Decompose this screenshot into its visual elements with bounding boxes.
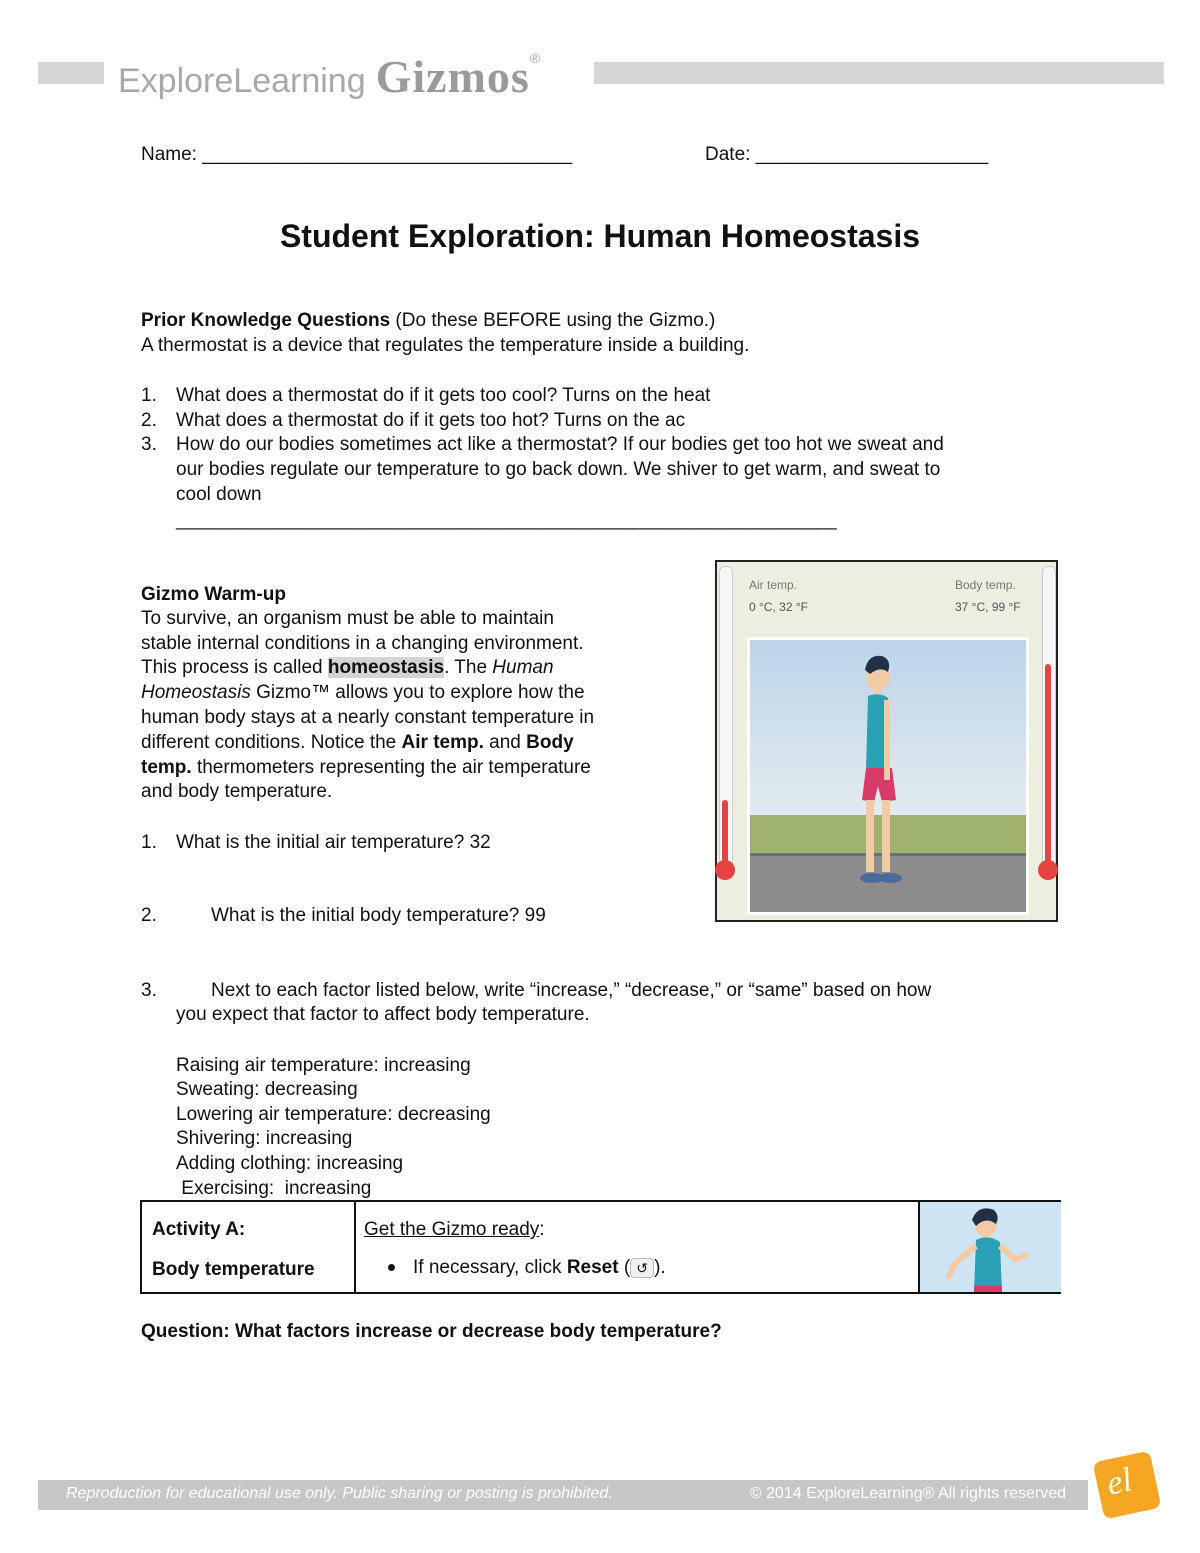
factor-item: Adding clothing: increasing (176, 1153, 404, 1174)
date-field[interactable]: ______________________ (755, 144, 989, 165)
homeostasis-term: homeostasis (327, 657, 445, 678)
warmup-text-7: temp. thermometers representing the air temperature (141, 757, 591, 778)
factor-item: Sweating: decreasing (176, 1079, 358, 1100)
prior-q3-line2: our bodies regulate our temperature to go back down. We shiver to get warm, and sweat to (176, 459, 941, 480)
prior-q1: 1. What does a thermostat do if it gets too cool? Turns on the heat (141, 385, 711, 406)
footer-disclaimer: Reproduction for educational use only. Public sharing or posting is prohibited. (66, 1485, 613, 1502)
factor-item: Raising air temperature: increasing (176, 1055, 471, 1076)
brand-logo: ExploreLearning Gizmos® (118, 50, 541, 102)
air-thermometer-bulb (715, 860, 735, 880)
date-line (705, 143, 988, 167)
activity-label: Activity A: (152, 1219, 246, 1240)
activity-image-cell (918, 1202, 1061, 1292)
warmup-text-1: To survive, an organism must be able to maintain (141, 608, 554, 629)
factor-item: Lowering air temperature: decreasing (176, 1104, 491, 1125)
body-temp-value: 37 °C, 99 °F (955, 600, 1021, 614)
prior-q3: 3. How do our bodies sometimes act like a thermostat? If our bodies get too hot we sweat and (141, 434, 944, 455)
prior-q3-answer-rule: ____________________________________________________________________ (176, 510, 837, 530)
warmup-text-5: human body stays at a nearly constant temperature in (141, 707, 595, 728)
brand-explorelearning: ExploreLearning (118, 62, 366, 100)
warmup-q2: 2. What is the initial body temperature? 99 (141, 905, 546, 926)
activity-label-cell (142, 1202, 356, 1292)
warmup-text-6: different conditions. Notice the Air temp. and Body (141, 732, 574, 753)
warmup-q3-line2: you expect that factor to affect body temperature. (176, 1004, 590, 1025)
name-label: Name: (141, 144, 197, 165)
prior-q3-line3: cool down (176, 484, 262, 505)
gizmo-scene (747, 637, 1029, 915)
activity-question: Question: What factors increase or decrease body temperature? (141, 1321, 722, 1342)
running-person-illustration (920, 1202, 1061, 1292)
footer-copyright: © 2014 ExploreLearning® All rights reserved (749, 1485, 1066, 1502)
header-bar-right (594, 62, 1164, 84)
warmup-text-2: stable internal conditions in a changing environment. (141, 633, 584, 654)
warmup-text-4: Homeostasis Gizmo™ allows you to explore how the (141, 682, 585, 703)
explorelearning-logo-icon: el (1093, 1451, 1162, 1520)
name-line (141, 143, 572, 167)
bullet-icon (388, 1264, 395, 1271)
reset-instruction: If necessary, click Reset ( ↺ ). (388, 1256, 666, 1280)
page-title: Student Exploration: Human Homeostasis (279, 218, 921, 254)
body-thermometer-fill (1045, 664, 1051, 865)
warmup-text-8: and body temperature. (141, 781, 333, 802)
name-field[interactable]: ___________________________________ (202, 144, 573, 165)
footer-bar (38, 1480, 1088, 1510)
warmup-heading: Gizmo Warm-up (141, 584, 286, 605)
warmup-q3: 3. Next to each factor listed below, write “increase,” “decrease,” or “same” based on how (141, 980, 932, 1001)
activity-a-table (140, 1200, 1061, 1294)
brand-gizmos: Gizmos (375, 51, 530, 102)
air-temp-label: Air temp. (749, 578, 798, 592)
prior-heading-line: Prior Knowledge Questions (Do these BEFORE using the Gizmo.) (141, 310, 716, 331)
get-gizmo-ready: Get the Gizmo ready: (364, 1219, 545, 1240)
prior-q2: 2. What does a thermostat do if it gets too hot? Turns on the ac (141, 410, 686, 431)
prior-intro: A thermostat is a device that regulates the temperature inside a building. (141, 335, 750, 356)
factor-item: Exercising: increasing (176, 1178, 372, 1199)
body-thermometer (1042, 566, 1056, 868)
standing-person-illustration (750, 640, 1026, 912)
prior-heading: Prior Knowledge Questions (141, 310, 391, 331)
factor-item: Shivering: increasing (176, 1128, 353, 1149)
body-thermometer-bulb (1038, 860, 1058, 880)
warmup-q1: 1. What is the initial air temperature? 32 (141, 832, 491, 853)
reset-icon[interactable]: ↺ (630, 1258, 654, 1278)
body-temp-label: Body temp. (955, 578, 1016, 592)
gizmo-screenshot (715, 560, 1058, 922)
header-bar-left (38, 62, 104, 84)
air-temp-value: 0 °C, 32 °F (749, 600, 808, 614)
air-thermometer-fill (722, 800, 728, 865)
activity-topic: Body temperature (152, 1259, 315, 1280)
warmup-text-3: This process is called homeostasis. The Human (141, 657, 554, 678)
air-thermometer (719, 566, 733, 868)
date-label: Date: (705, 144, 751, 165)
